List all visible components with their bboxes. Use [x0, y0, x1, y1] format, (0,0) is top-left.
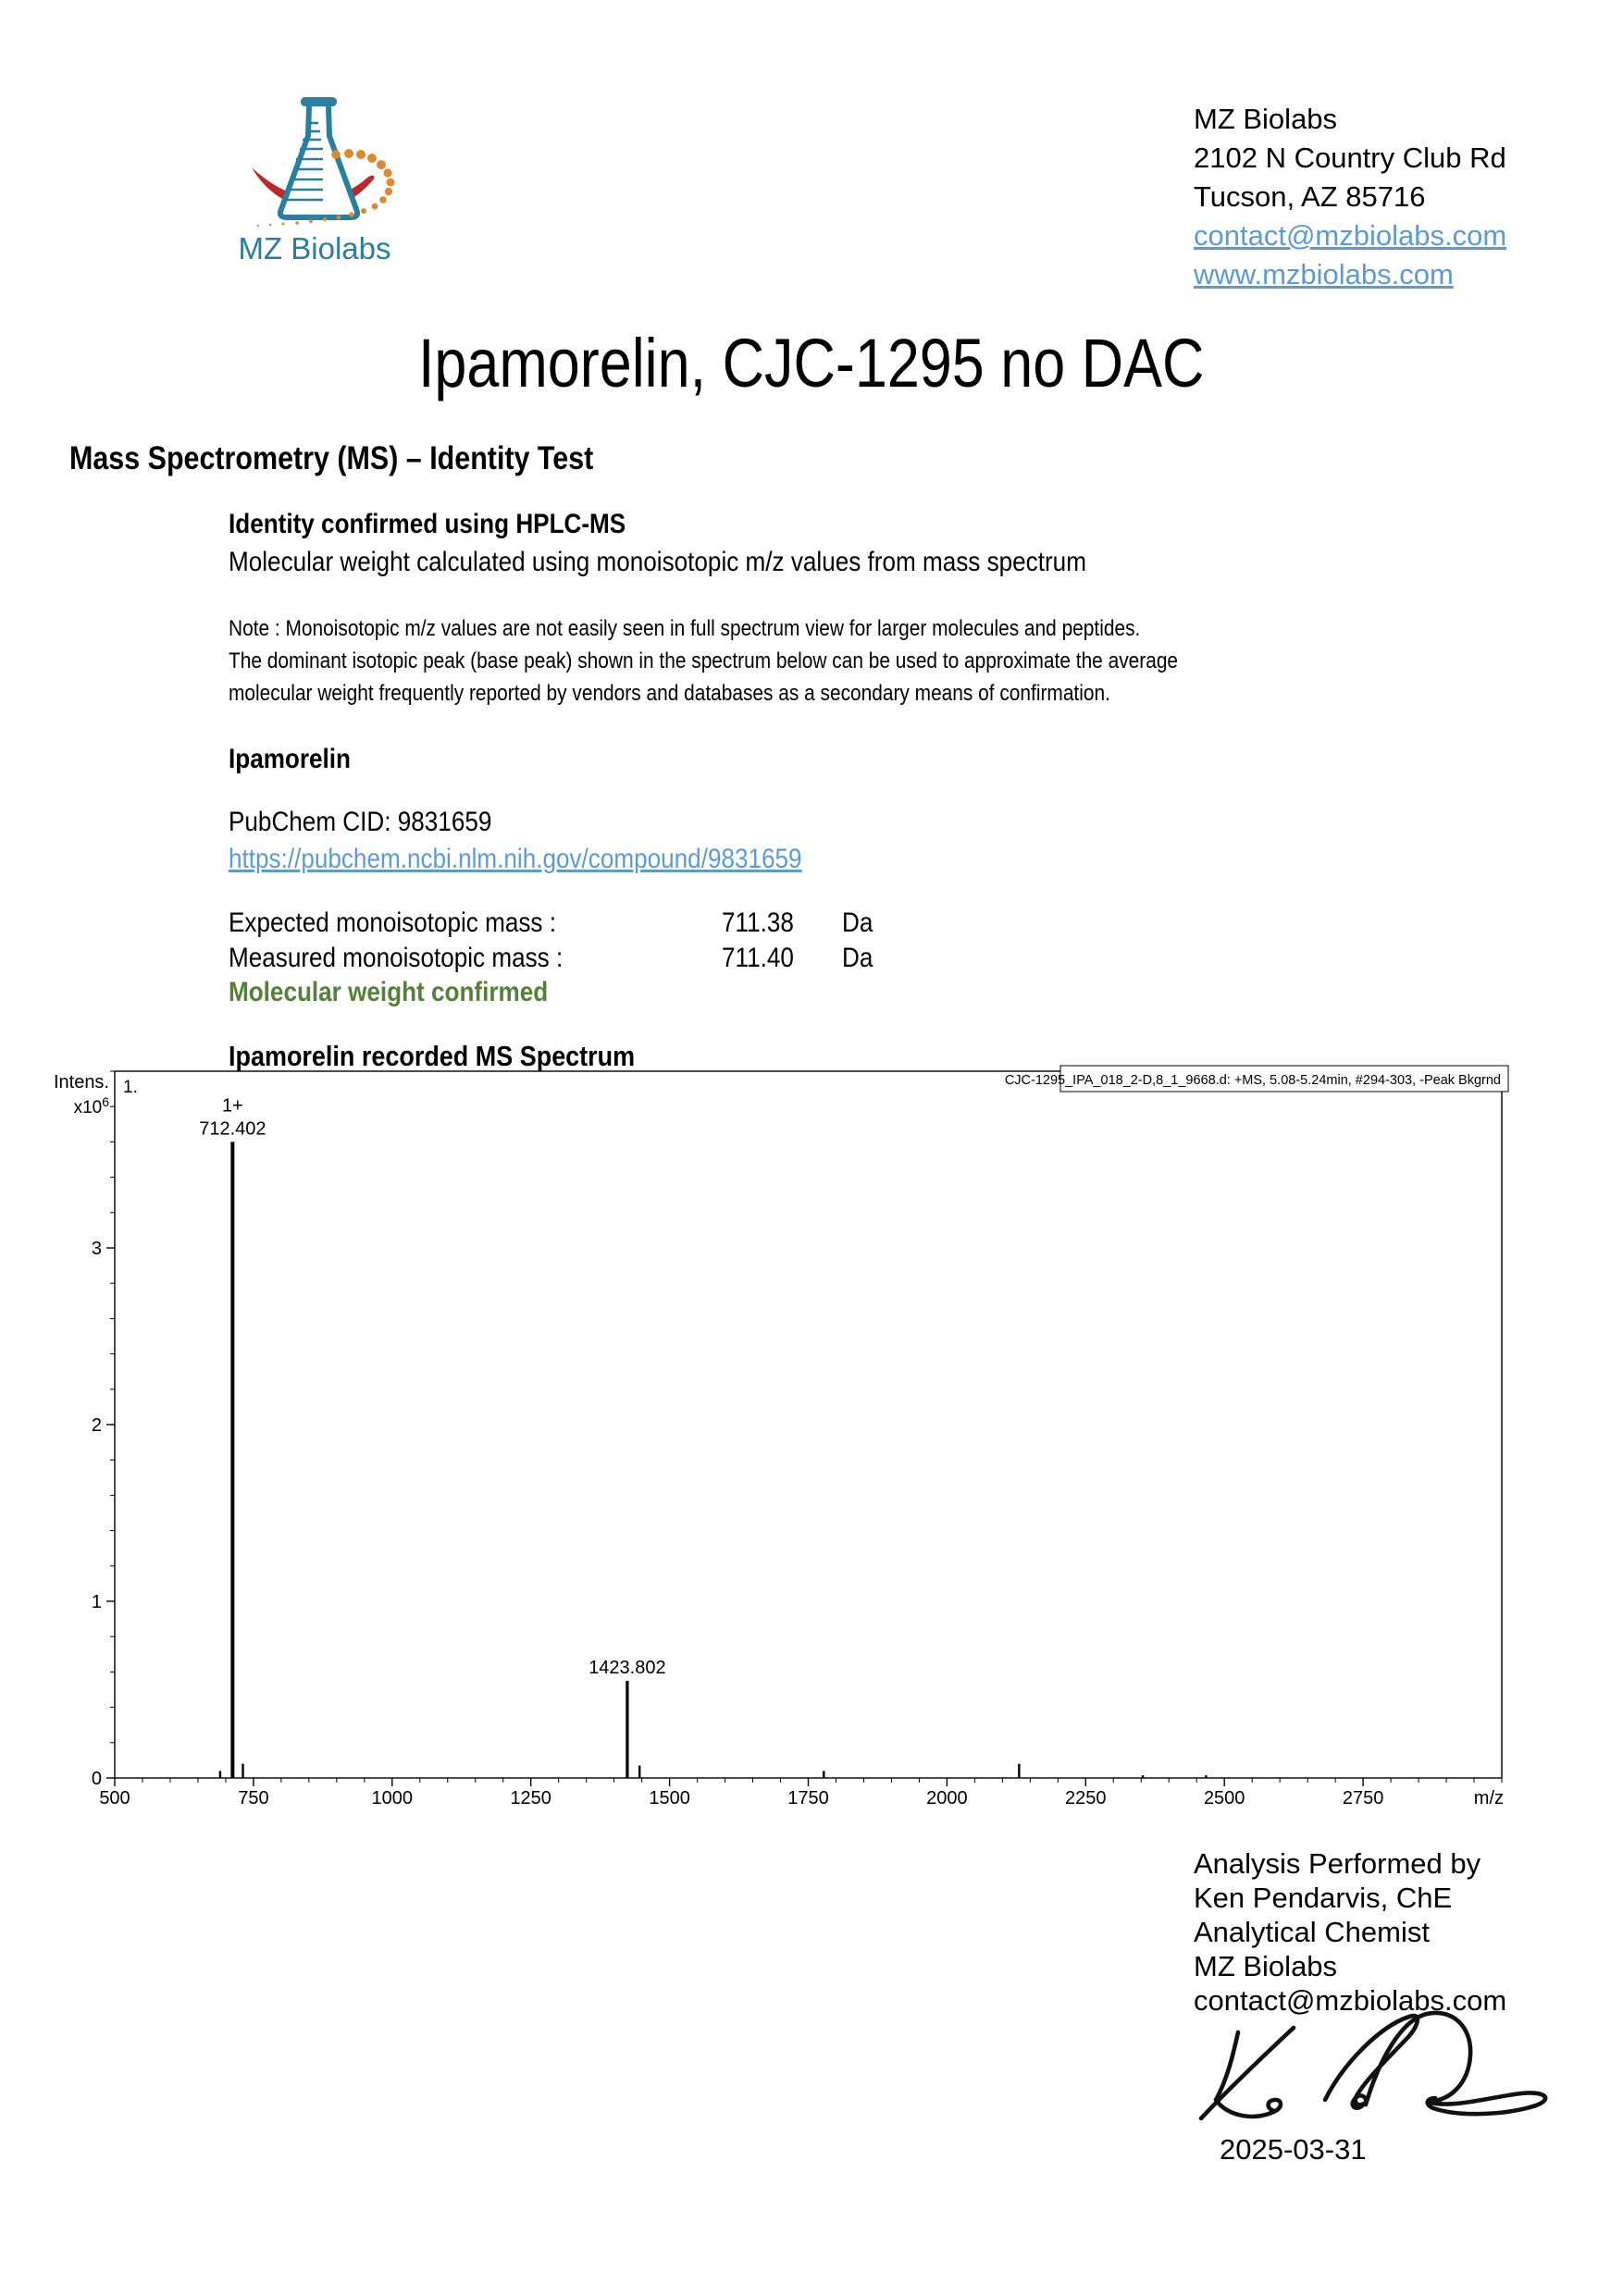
plot-border	[115, 1071, 1502, 1778]
x-tick-label: 1250	[510, 1788, 551, 1808]
signoff-line-5: contact@mzbiolabs.com	[1194, 1984, 1507, 2017]
peak-charge-label: 1+	[221, 1095, 243, 1117]
flask-icon	[280, 97, 357, 217]
pubchem-url-row	[229, 844, 887, 875]
logo-wordmark: MZ Biolabs	[238, 231, 391, 265]
letterhead-company: MZ Biolabs	[1194, 103, 1338, 135]
identity-confirmed-line: Identity confirmed using HPLC-MS	[229, 509, 626, 539]
letterhead-email-link[interactable]: contact@mzbiolabs.com	[1194, 219, 1507, 252]
annotation-text: CJC-1295_IPA_018_2-D,8_1_9668.d: +MS, 5.08-5.24min, #294-303, -Peak Bkgrnd	[1004, 1073, 1501, 1088]
measured-mass-unit: Da	[842, 943, 873, 973]
expected-mass-unit: Da	[842, 907, 873, 938]
page-title: Ipamorelin, CJC-1295 no DAC	[418, 325, 1205, 401]
ms-spectrum-chart	[0, 1018, 1623, 1841]
signoff-line-2: Ken Pendarvis, ChE	[1194, 1882, 1453, 1914]
method-line: Molecular weight calculated using monoisotopic m/z values from mass spectrum	[229, 547, 1086, 577]
pubchem-cid: PubChem CID: 9831659	[229, 807, 492, 837]
note-line-3: molecular weight frequently reported by vendors and databases as a secondary means of confirmation.	[229, 681, 1110, 706]
y-axis-unit: $x10^6$	[73, 1094, 109, 1117]
confirmation-status: Molecular weight confirmed	[229, 977, 549, 1007]
signoff-line-3: Analytical Chemist	[1194, 1916, 1430, 1948]
pubchem-url-link[interactable]: https://pubchem.ncbi.nlm.nih.gov/compound/9831659	[229, 844, 802, 874]
section-heading: Mass Spectrometry (MS) – Identity Test	[69, 440, 594, 476]
peak-mz-label: 712.402	[199, 1118, 266, 1140]
y-tick-label: 1	[91, 1592, 102, 1612]
x-tick-label: 2000	[926, 1788, 968, 1808]
signature-date: 2025-03-31	[1220, 2133, 1367, 2166]
x-tick-label: 500	[99, 1788, 130, 1808]
mz-biolabs-logo-icon	[213, 79, 416, 241]
x-axis-label: m/z	[1473, 1788, 1504, 1808]
x-tick-label: 2500	[1203, 1788, 1245, 1808]
expected-mass-value: 711.38	[722, 907, 794, 938]
compound-name: Ipamorelin	[229, 744, 351, 774]
measured-mass-label: Measured monoisotopic mass :	[229, 943, 564, 973]
signoff-line-4: MZ Biolabs	[1194, 1950, 1338, 1982]
y-tick-label: 2	[91, 1415, 102, 1436]
y-tick-label: 0	[91, 1769, 102, 1789]
signature	[1184, 2009, 1592, 2143]
x-tick-label: 750	[238, 1788, 269, 1808]
y-tick-label: 3	[91, 1239, 102, 1259]
x-tick-label: 1750	[787, 1788, 829, 1808]
x-tick-label: 1000	[371, 1788, 414, 1808]
letterhead-website-link[interactable]: www.mzbiolabs.com	[1194, 258, 1454, 290]
y-axis-label: Intens.	[53, 1072, 109, 1092]
measured-mass-value: 711.40	[722, 943, 794, 973]
x-tick-label: 2250	[1065, 1788, 1107, 1808]
peak-mz-label: 1423.802	[588, 1657, 666, 1678]
spectrum-heading: Ipamorelin recorded MS Spectrum	[229, 1040, 636, 1072]
note-line-1: Note : Monoisotopic m/z values are not easily seen in full spectrum view for larger molecules and peptides.	[229, 616, 1141, 641]
letterhead-city: Tucson, AZ 85716	[1194, 180, 1426, 213]
note-line-2: The dominant isotopic peak (base peak) shown in the spectrum below can be used to approximate the average	[229, 648, 1179, 673]
expected-mass-label: Expected monoisotopic mass :	[229, 907, 556, 938]
signoff-line-1: Analysis Performed by	[1194, 1847, 1481, 1880]
spectrum-index-label: 1.	[123, 1078, 138, 1097]
letterhead-street: 2102 N Country Club Rd	[1194, 142, 1506, 174]
letterhead-address	[1194, 100, 1506, 294]
x-tick-label: 1500	[649, 1788, 690, 1808]
signoff-block	[1194, 1846, 1506, 2018]
x-tick-label: 2750	[1342, 1788, 1384, 1808]
